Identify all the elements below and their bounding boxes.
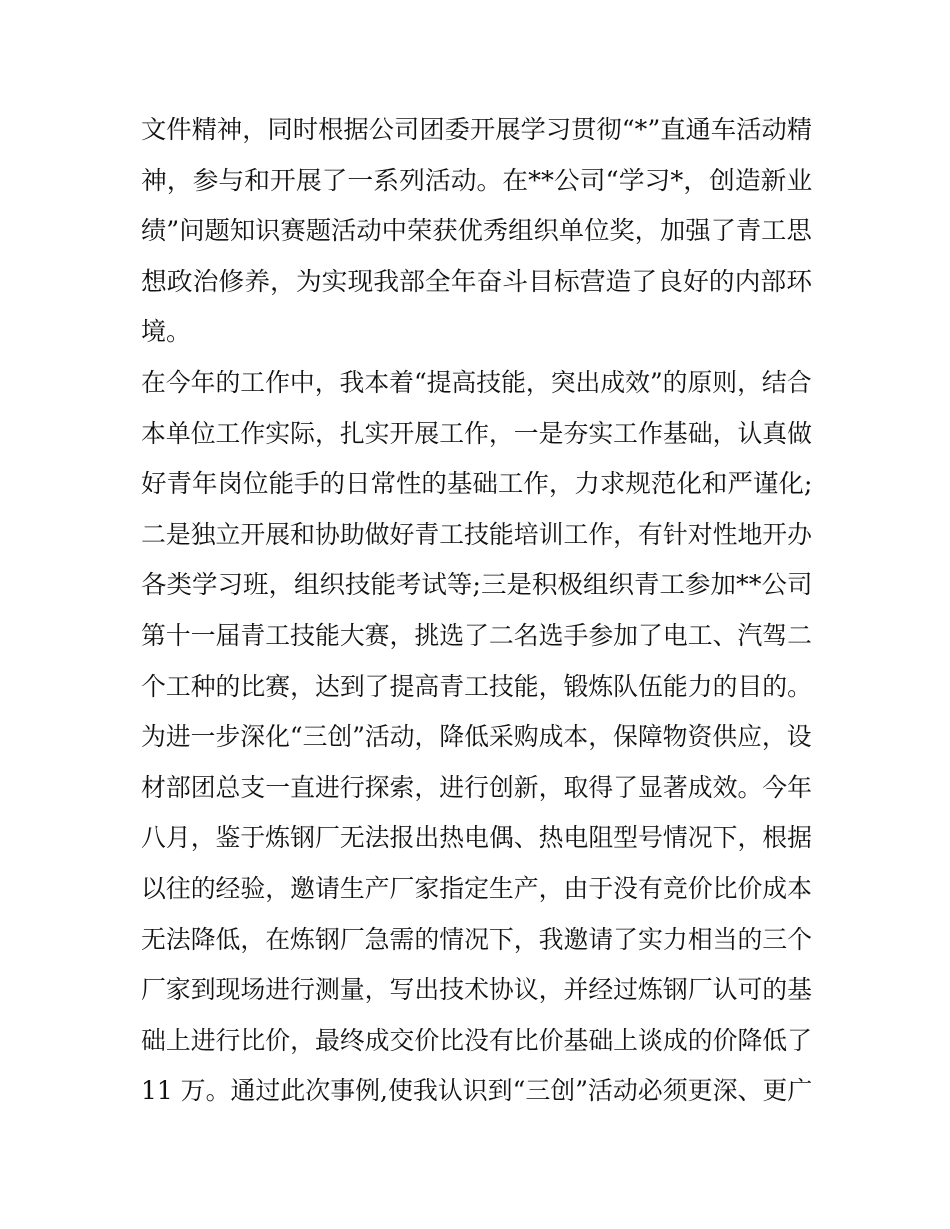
- text-line: 二是独立开展和协助做好青工技能培训工作，有针对性地开办: [141, 519, 813, 549]
- text-line: 境。: [141, 317, 192, 347]
- text-line: 第十一届青工技能大赛，挑选了二名选手参加了电工、汽驾二: [141, 621, 813, 650]
- text-line: 11 万。通过此次事例,使我认识到“三创”活动必须更深、更广: [141, 1076, 813, 1106]
- text-line: 础上进行比价，最终成交价比没有比价基础上谈成的价降低了: [141, 1025, 813, 1055]
- text-line: 想政治修养，为实现我部全年奋斗目标营造了良好的内部环: [141, 266, 813, 296]
- text-line: 无法降低，在炼钢厂急需的情况下，我邀请了实力相当的三个: [141, 924, 813, 954]
- text-line: 本单位工作实际，扎实开展工作，一是夯实工作基础，认真做: [141, 418, 813, 448]
- text-line: 文件精神，同时根据公司团委开展学习贯彻“*”直通车活动精: [141, 115, 813, 144]
- text-line: 以往的经验，邀请生产厂家指定生产，由于没有竞价比价成本: [141, 874, 813, 903]
- text-line: 绩”问题知识赛题活动中荣获优秀组织单位奖，加强了青工思: [141, 216, 812, 246]
- text-line: 各类学习班，组织技能考试等;三是积极组织青工参加**公司: [141, 570, 813, 600]
- text-line: 为进一步深化“三创”活动，降低采购成本，保障物资供应，设: [141, 722, 812, 752]
- text-line: 八月，鉴于炼钢厂无法报出热电偶、热电阻型号情况下，根据: [141, 823, 813, 853]
- text-line: 厂家到现场进行测量，写出技术协议，并经过炼钢厂认可的基: [141, 975, 813, 1005]
- text-line: 在今年的工作中，我本着“提高技能，突出成效”的原则，结合: [141, 368, 812, 397]
- text-line: 个工种的比赛，达到了提高青工技能，锻炼队伍能力的目的。: [141, 671, 813, 701]
- text-line: 材部团总支一直进行探索，进行创新，取得了显著成效。今年: [141, 772, 813, 802]
- text-line: 好青年岗位能手的日常性的基础工作，力求规范化和严谨化;: [141, 469, 813, 499]
- text-line: 神，参与和开展了一系列活动。在**公司“学习*，创造新业: [141, 165, 813, 195]
